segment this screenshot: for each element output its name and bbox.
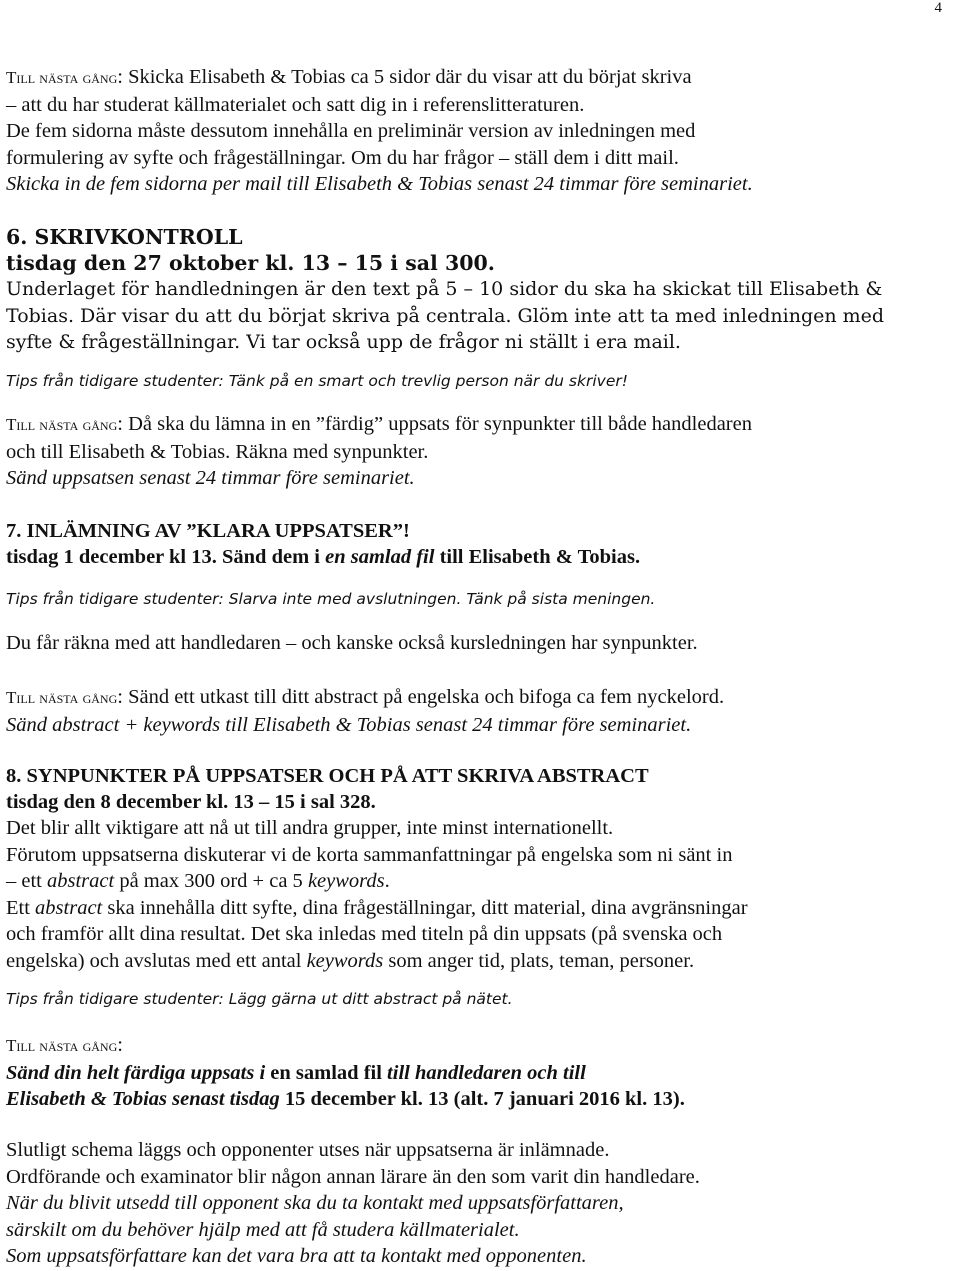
emphasis: till handledaren och till: [387, 1061, 586, 1084]
text: en samlad fil: [265, 1061, 388, 1084]
paragraph-line: [6, 411, 956, 439]
text: – ett: [6, 870, 47, 892]
next-time-text: : Sänd ett utkast till ditt abstract på engelska och bifoga ca fem nyckelord.: [117, 686, 725, 708]
section-heading: 7. INLÄMNING AV ”KLARA UPPSATSER”!: [6, 520, 410, 542]
date-text: till Elisabeth & Tobias.: [434, 546, 641, 568]
paragraph-line: Som uppsatsförfattare kan det vara bra att ta kontakt med opponenten.: [6, 1245, 587, 1267]
paragraph-line: [6, 895, 956, 922]
paragraph-line: Förutom uppsatserna diskuterar vi de korta sammanfattningar på engelska som ni sänt in: [6, 843, 733, 866]
next-time-label: Till nästa gång: [6, 1036, 118, 1055]
student-tip: Tips från tidigare studenter: Lägg gärna ut ditt abstract på nätet.: [6, 990, 513, 1008]
paragraph-line: [6, 948, 956, 975]
next-time-label: Till nästa gång: [6, 688, 118, 707]
final-notes: [6, 1137, 956, 1270]
section-heading: 8. SYNPUNKTER PÅ UPPSATSER OCH PÅ ATT SKRIVA ABSTRACT: [6, 765, 649, 787]
text: på max 300 ord + ca 5: [114, 870, 308, 892]
paragraph-line: och framför allt dina resultat. Det ska inledas med titeln på din uppsats (på svenska och: [6, 923, 723, 945]
paragraph-line: [6, 64, 956, 92]
term: abstract: [35, 896, 103, 919]
paragraph-line: Underlaget för handledningen är den text på 5 – 10 sidor du ska ha skickat till Elisabeth &: [6, 278, 883, 300]
text: .: [384, 870, 390, 892]
final-deadline-line: [6, 1060, 956, 1087]
paragraph-line: Tobias. Där visar du att du börjat skriva på centrala. Glöm inte att ta med inledningen med: [6, 304, 885, 327]
paragraph-line: syfte & frågeställningar. Vi tar också upp de frågor ni ställt i era mail.: [6, 331, 681, 353]
section-heading: 6. SKRIVKONTROLL: [6, 225, 243, 249]
emphasis: Elisabeth & Tobias senast tisdag: [6, 1088, 280, 1110]
paragraph-line: Ordförande och examinator blir någon annan lärare än den som varit din handledare.: [6, 1165, 700, 1188]
section-7: [6, 518, 956, 570]
paragraph-line: särskilt om du behöver hjälp med att få studera källmaterialet.: [6, 1218, 520, 1241]
next-time-block-1: [6, 64, 956, 198]
next-time-text: :: [117, 1034, 123, 1056]
student-tip: Tips från tidigare studenter: Tänk på en smart och trevlig person när du skriver!: [6, 372, 628, 390]
deadline-note: Sänd abstract + keywords till Elisabeth & Tobias senast 24 timmar före seminariet.: [6, 713, 692, 736]
date-emphasis: en samlad fil: [325, 546, 435, 568]
term: keywords: [307, 870, 385, 892]
next-time-block-3: [6, 684, 956, 738]
paragraph-line: När du blivit utsedd till opponent ska du ta kontakt med uppsatsförfattaren,: [6, 1192, 624, 1214]
section-date: tisdag den 27 oktober kl. 13 – 15 i sal 300.: [6, 251, 495, 275]
paragraph-line: Det blir allt viktigare att nå ut till andra grupper, inte minst internationellt.: [6, 817, 614, 839]
text: 15 december kl. 13 (alt. 7 januari 2016 kl. 13).: [279, 1088, 685, 1110]
paragraph-line: [6, 868, 956, 895]
deadline-note: Sänd uppsatsen senast 24 timmar före seminariet.: [6, 467, 415, 489]
next-time-block-2: [6, 411, 956, 492]
paragraph-line: och till Elisabeth & Tobias. Räkna med synpunkter.: [6, 440, 429, 463]
next-time-text: : Skicka Elisabeth & Tobias ca 5 sidor där du visar att du börjat skriva: [117, 66, 692, 88]
section-6: [6, 224, 956, 356]
next-time-text: : Då ska du lämna in en ”färdig” uppsats för synpunkter till både handledaren: [117, 413, 752, 435]
section-8: [6, 763, 956, 974]
final-deadline-line: [6, 1086, 956, 1113]
section-date: tisdag den 8 december kl. 13 – 15 i sal 328.: [6, 791, 376, 813]
section-date: [6, 544, 956, 570]
paragraph-line: formulering av syfte och frågeställningar. Om du har frågor – ställ dem i ditt mail.: [6, 146, 679, 169]
date-text: tisdag 1 december kl 13. Sänd dem i: [6, 546, 326, 568]
page-number: 4: [934, 0, 942, 16]
next-time-label: Till nästa gång: [6, 68, 118, 87]
emphasis: Sänd din helt färdiga uppsats i: [6, 1061, 266, 1084]
paragraph-line: Du får räkna med att handledaren – och kanske också kursledningen har synpunkter.: [6, 632, 698, 654]
paragraph-line: [6, 1032, 956, 1060]
deadline-note: Skicka in de fem sidorna per mail till Elisabeth & Tobias senast 24 timmar före seminariet.: [6, 173, 753, 195]
term: keywords: [306, 949, 384, 972]
paragraph-line: Slutligt schema läggs och opponenter utses när uppsatserna är inlämnade.: [6, 1139, 610, 1161]
text: Ett: [6, 896, 36, 919]
text: som anger tid, plats, teman, personer.: [383, 949, 695, 972]
next-time-label: Till nästa gång: [6, 415, 118, 434]
next-time-block-4: [6, 1032, 956, 1113]
text: engelska) och avslutas med ett antal: [6, 949, 307, 972]
text: ska innehålla ditt syfte, dina frågeställningar, ditt material, dina avgränsningar: [102, 896, 748, 919]
term: abstract: [47, 870, 115, 892]
paragraph-line: [6, 684, 956, 712]
note-block: [6, 630, 956, 657]
paragraph-line: De fem sidorna måste dessutom innehålla en preliminär version av inledningen med: [6, 120, 696, 142]
student-tip: Tips från tidigare studenter: Slarva inte med avslutningen. Tänk på sista meningen.: [6, 590, 656, 608]
paragraph-line: – att du har studerat källmaterialet och satt dig in i referenslitteraturen.: [6, 93, 585, 116]
